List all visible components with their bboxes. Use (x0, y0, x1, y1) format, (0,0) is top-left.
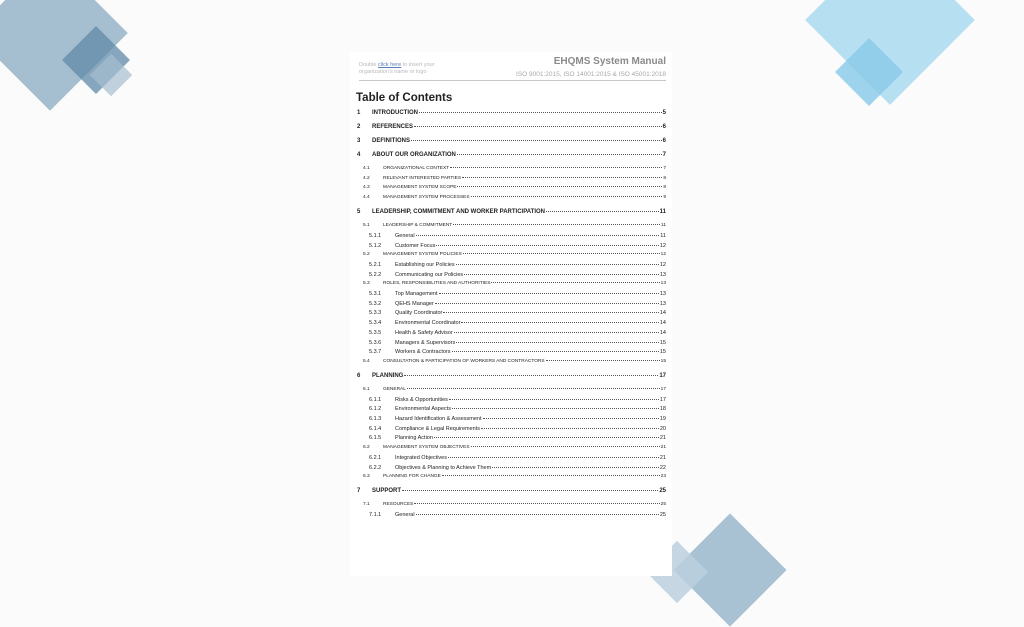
toc-entry-label: Environmental Coordinator (395, 320, 461, 327)
toc-entry-number: 6.2.2 (369, 464, 382, 471)
toc-entry-page: 13 (659, 291, 666, 297)
toc-entry-number: 5.3.6 (369, 339, 382, 346)
toc-entry-number: 6.2 (363, 445, 370, 451)
toc-entry-label: LEADERSHIP, COMMITMENT AND WORKER PARTICIPATION (372, 209, 545, 216)
toc-entry-label: INTRODUCTION (372, 110, 418, 116)
toc-leader-dots (491, 282, 659, 283)
toc-entry[interactable] (350, 166, 666, 174)
toc-entry-page: 11 (659, 209, 666, 216)
toc-entry-page: 8 (663, 175, 666, 181)
toc-entry-page: 13 (660, 281, 666, 287)
toc-entry-number: 6.1 (363, 386, 370, 392)
toc-leader-dots (404, 375, 658, 376)
toc-leader-dots (456, 342, 659, 343)
toc-leader-dots (449, 399, 659, 400)
toc-leader-dots (454, 332, 659, 333)
toc-entry-label: Top Management (395, 291, 438, 297)
toc-entry-page: 13 (659, 271, 666, 278)
toc-leader-dots (492, 467, 659, 468)
toc-entry-number: 6.1.5 (369, 435, 382, 442)
toc-leader-dots (452, 408, 659, 409)
logo-placeholder-link[interactable]: click here (377, 62, 402, 68)
toc-leader-dots (416, 235, 660, 236)
toc-entry-page: 6 (662, 138, 666, 144)
toc-entry-number: 4.1 (363, 166, 370, 171)
toc-entry[interactable] (350, 195, 666, 203)
toc-entry[interactable] (350, 110, 666, 118)
manual-standards: ISO 9001:2015, ISO 14001:2015 & ISO 45001:2018 (516, 71, 666, 78)
toc-entry-label: Establishing our Policies (395, 261, 455, 268)
toc-entry-label: ABOUT OUR ORGANIZATION (372, 152, 456, 158)
toc-entry[interactable] (350, 291, 666, 299)
toc-entry-page: 5 (662, 110, 666, 116)
toc-entry-page: 17 (659, 372, 666, 379)
toc-leader-dots (464, 274, 659, 275)
toc-leader-dots (411, 140, 662, 141)
toc-entry[interactable] (350, 455, 666, 463)
toc-leader-dots (546, 360, 660, 361)
toc-entry[interactable] (350, 474, 666, 482)
toc-entry-label: Health & Safety Advisor (395, 329, 453, 336)
logo-placeholder[interactable] (359, 62, 469, 76)
toc-leader-dots (461, 322, 658, 323)
toc-entry[interactable] (350, 152, 666, 160)
toc-heading: Table of Contents (356, 92, 453, 104)
toc-leader-dots (483, 418, 659, 419)
toc-entry-label: Environmental Aspects (395, 406, 451, 413)
toc-entry-label: PLANNING FOR CHANGE (383, 474, 441, 480)
toc-entry-number: 5.1.2 (369, 242, 382, 249)
toc-leader-dots (471, 196, 663, 197)
decorative-diamond-top-right-large (805, 0, 975, 105)
toc-entry-page: 11 (661, 223, 666, 229)
toc-leader-dots (471, 446, 660, 447)
toc-entry-number: 5.3.3 (369, 310, 382, 317)
manual-title: EHQMS System Manual (553, 56, 666, 67)
toc-entry-number: 5.3.5 (369, 329, 382, 336)
toc-entry-label: Integrated Objectives (395, 454, 447, 461)
toc-leader-dots (442, 475, 660, 476)
toc-leader-dots (402, 490, 658, 491)
toc-entry[interactable] (350, 301, 666, 309)
toc-entry-page: 7 (662, 152, 666, 158)
toc-entry-page: 12 (660, 252, 666, 258)
toc-entry-number: 6 (357, 372, 361, 379)
toc-leader-dots (416, 514, 659, 515)
toc-entry[interactable] (350, 176, 666, 184)
toc-entry-page: 17 (659, 396, 666, 403)
document-page (350, 52, 672, 576)
toc-entry-label: Objectives & Planning to Achieve Them (395, 464, 492, 471)
toc-entry-label: ORGANIZATIONAL CONTEXT (383, 166, 450, 171)
toc-entry-page: 25 (660, 502, 666, 508)
toc-entry[interactable] (350, 512, 666, 520)
toc-entry[interactable] (350, 252, 666, 260)
toc-entry[interactable] (350, 262, 666, 270)
toc-leader-dots (463, 253, 660, 254)
toc-leader-dots (481, 428, 659, 429)
toc-entry-number: 6.2.1 (369, 454, 382, 461)
toc-leader-dots (435, 303, 659, 304)
toc-entry-label: General (395, 232, 415, 239)
toc-entry[interactable] (350, 445, 666, 453)
logo-placeholder-prefix: Double (359, 62, 377, 68)
toc-entry-page: 9 (663, 195, 666, 201)
toc-entry-page: 13 (659, 300, 666, 307)
toc-entry-number: 7 (357, 488, 361, 495)
toc-leader-dots (448, 457, 659, 458)
toc-entry[interactable] (350, 416, 666, 424)
toc-leader-dots (436, 245, 659, 246)
toc-entry-label: Managers & Supervisors (395, 339, 456, 346)
toc-entry-label: Planning Action (395, 435, 433, 442)
toc-entry-page: 7 (663, 166, 666, 171)
toc-entry-page: 14 (659, 310, 666, 317)
toc-entry[interactable] (350, 502, 666, 510)
toc-entry-number: 5.2 (363, 252, 370, 258)
toc-leader-dots (450, 167, 662, 168)
toc-entry-page: 21 (660, 445, 666, 451)
toc-leader-dots (419, 112, 662, 113)
toc-entry-label: MANAGEMENT SYSTEM PROCESSES (383, 195, 470, 201)
toc-entry-number: 5.3.2 (369, 300, 382, 307)
toc-entry-page: 11 (660, 232, 666, 239)
toc-entry[interactable] (350, 272, 666, 280)
logo-placeholder-suffix: to insert your organization's name or logo (359, 62, 435, 75)
toc-entry-page: 21 (659, 454, 666, 461)
toc-entry-page: 6 (662, 124, 666, 130)
toc-entry-number: 5 (357, 209, 361, 216)
toc-entry-page: 23 (660, 474, 666, 480)
toc-entry-page: 22 (659, 464, 666, 471)
toc-leader-dots (414, 503, 659, 504)
toc-entry-number: 5.3 (363, 281, 370, 287)
toc-entry[interactable] (350, 488, 666, 496)
toc-entry-number: 2 (357, 124, 361, 130)
toc-entry-page: 12 (659, 261, 666, 268)
toc-entry-label: CONSULTATION & PARTICIPATION OF WORKERS AND CONTRACTORS (383, 358, 545, 364)
toc-entry-number: 5.3.1 (369, 291, 382, 297)
toc-entry-page: 12 (659, 242, 666, 249)
toc-entry-number: 6.3 (363, 474, 370, 480)
toc-entry-page: 15 (659, 349, 666, 356)
toc-entry-number: 7.1 (363, 502, 370, 508)
toc-entry[interactable] (350, 185, 666, 193)
toc-entry-number: 6.1.4 (369, 425, 382, 432)
toc-leader-dots (443, 312, 658, 313)
toc-entry-number: 4.3 (363, 185, 370, 191)
toc-entry-label: Risks & Opportunities (395, 396, 448, 403)
toc-entry-number: 7.1.1 (369, 511, 382, 518)
toc-entry-number: 3 (357, 138, 361, 144)
toc-entry-label: MANAGEMENT SYSTEM POLICIES (383, 252, 462, 258)
toc-entry-page: 19 (659, 416, 666, 422)
toc-entry-label: Quality Coordinator (395, 310, 443, 317)
toc-entry[interactable] (350, 406, 666, 414)
toc-entry[interactable] (350, 435, 666, 443)
toc-entry-number: 4.4 (363, 195, 370, 201)
toc-entry-label: Workers & Contractors (395, 349, 451, 356)
toc-entry[interactable] (350, 359, 666, 367)
toc-entry-number: 5.1 (363, 223, 370, 229)
toc-entry-label: Compliance & Legal Requirements (395, 425, 480, 432)
toc-entry[interactable] (350, 124, 666, 132)
toc-entry-number: 5.1.1 (369, 232, 382, 239)
toc-entry-number: 5.4 (363, 358, 370, 364)
toc-leader-dots (414, 126, 662, 127)
toc-entry[interactable] (350, 243, 666, 251)
toc-leader-dots (453, 224, 660, 225)
toc-entry-page: 25 (659, 488, 666, 495)
toc-entry-label: RESOURCES (383, 502, 414, 508)
toc-entry-label: PLANNING (372, 372, 404, 379)
toc-entry-label: REFERENCES (372, 124, 414, 130)
toc-leader-dots (456, 264, 659, 265)
toc-entry[interactable] (350, 387, 666, 395)
toc-entry-label: SUPPORT (372, 488, 402, 495)
toc-entry-label: General (395, 511, 415, 518)
toc-leader-dots (407, 388, 660, 389)
toc-entry[interactable] (350, 397, 666, 405)
toc-entry-label: RELEVANT INTERESTED PARTIES (383, 175, 462, 181)
toc-entry-page: 21 (659, 435, 666, 442)
toc-entry-number: 4 (357, 152, 361, 158)
toc-entry-number: 5.3.7 (369, 349, 382, 356)
toc-leader-dots (457, 154, 662, 155)
toc-leader-dots (434, 437, 659, 438)
toc-entry[interactable] (350, 340, 666, 348)
toc-entry-number: 6.1.3 (369, 416, 382, 422)
toc-entry-page: 8 (663, 185, 666, 191)
toc-leader-dots (457, 186, 662, 187)
toc-leader-dots (439, 293, 659, 294)
toc-entry-number: 4.2 (363, 175, 370, 181)
toc-leader-dots (452, 351, 659, 352)
toc-entry-label: Hazard Identification & Assessment (395, 416, 482, 422)
toc-entry-label: QEHS Manager (395, 300, 434, 307)
toc-entry-number: 5.2.2 (369, 271, 382, 278)
toc-entry[interactable] (350, 465, 666, 473)
toc-entry-number: 5.3.4 (369, 320, 382, 327)
toc-entry[interactable] (350, 320, 666, 328)
toc-entry-number: 1 (357, 110, 361, 116)
toc-entry[interactable] (350, 209, 666, 217)
toc-entry[interactable] (350, 349, 666, 357)
toc-entry[interactable] (350, 138, 666, 146)
toc-leader-dots (462, 177, 662, 178)
header-divider (359, 80, 666, 81)
toc-entry-label: LEADERSHIP & COMMITMENT (383, 223, 453, 229)
toc-entry-label: ROLES, RESPONSIBILITIES AND AUTHORITIES (383, 281, 491, 287)
toc-entry-page: 17 (660, 386, 666, 392)
toc-entry-label: MANAGEMENT SYSTEM OBJECTIVES (383, 445, 470, 451)
toc-entry[interactable] (350, 373, 666, 381)
toc-entry-page: 25 (659, 511, 666, 518)
toc-entry[interactable] (350, 233, 666, 241)
toc-entry-label: Customer Focus (395, 242, 436, 249)
toc-leader-dots (546, 211, 659, 212)
toc-entry-number: 5.2.1 (369, 261, 382, 268)
toc-entry[interactable] (350, 310, 666, 318)
toc-entry-number: 6.1.1 (369, 396, 382, 403)
toc-entry-page: 20 (659, 425, 666, 432)
toc-entry-label: GENERAL (383, 386, 406, 392)
toc-entry-number: 6.1.2 (369, 406, 382, 413)
toc-entry-page: 15 (659, 339, 666, 346)
toc-entry-page: 18 (659, 406, 666, 413)
toc-entry-page: 14 (659, 320, 666, 327)
toc-entry-page: 14 (659, 329, 666, 336)
toc-entry[interactable] (350, 281, 666, 289)
toc-entry-label: MANAGEMENT SYSTEM SCOPE (383, 185, 457, 191)
toc-entry-page: 15 (660, 358, 666, 364)
toc-entry[interactable] (350, 330, 666, 338)
toc-entry-label: Communicating our Policies (395, 271, 464, 278)
toc-entry-label: DEFINITIONS (372, 138, 411, 144)
toc-entry[interactable] (350, 223, 666, 231)
toc-entry[interactable] (350, 426, 666, 434)
